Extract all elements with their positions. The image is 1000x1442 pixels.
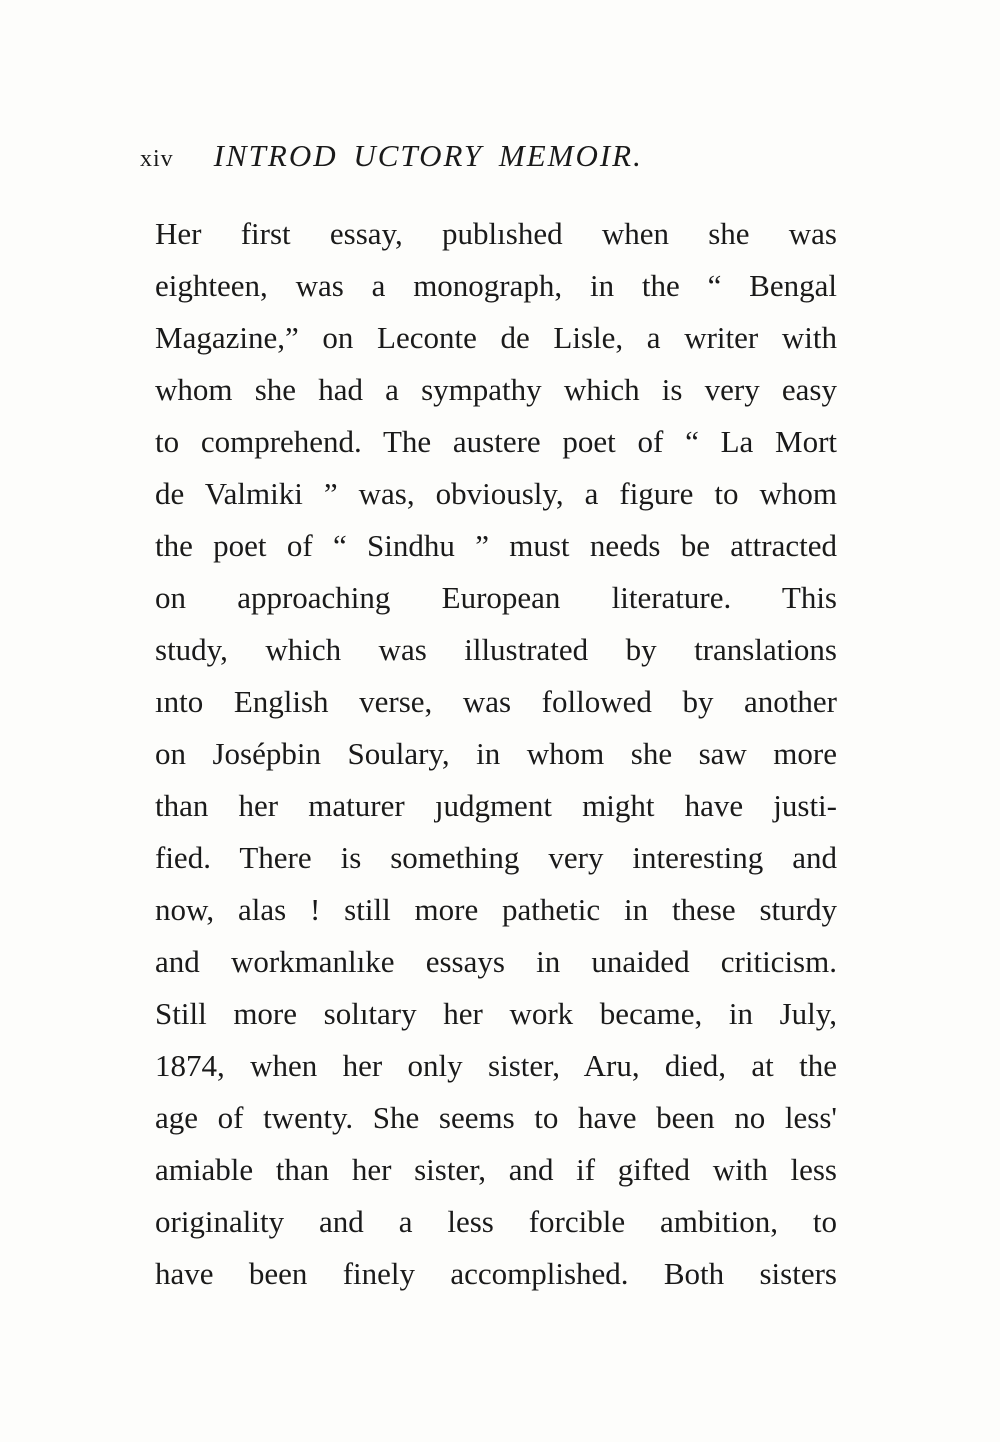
text-line: the poet of “ Sindhu ” must needs be attracted [155, 528, 837, 563]
text-line: de Valmiki ” was, obviously, a figure to whom [155, 476, 837, 511]
text-line: study, which was illustrated by translations [155, 632, 837, 667]
text-line: Her first essay, publıshed when she was [155, 216, 837, 251]
text-line: now, alas ! still more pathetic in these sturdy [155, 892, 837, 927]
running-title: INTROD UCTORY MEMOIR. [213, 138, 643, 173]
text-line: eighteen, was a monograph, in the “ Bengal [155, 268, 837, 303]
text-line: have been finely accomplished. Both sisters [155, 1256, 837, 1291]
text-line: on Josépbin Soulary, in whom she saw more [155, 736, 837, 771]
body-text [155, 208, 837, 1300]
text-line: to comprehend. The austere poet of “ La Mort [155, 424, 837, 459]
text-line: Still more solıtary her work became, in July, [155, 996, 837, 1031]
text-line: on approaching European literature. This [155, 580, 837, 615]
text-line: ınto English verse, was followed by another [155, 684, 837, 719]
text-line: whom she had a sympathy which is very easy [155, 372, 837, 407]
running-head [140, 138, 840, 182]
text-line: and workmanlıke essays in unaided criticism. [155, 944, 837, 979]
text-line: Magazine,” on Leconte de Lisle, a writer with [155, 320, 837, 355]
text-line: than her maturer ȷudgment might have justi- [155, 788, 837, 823]
text-line: amiable than her sister, and if gifted with less [155, 1152, 837, 1187]
text-line: 1874, when her only sister, Aru, died, at the [155, 1048, 837, 1083]
text-line: originality and a less forcible ambition, to [155, 1204, 837, 1239]
page-number: xiv [140, 146, 174, 172]
text-line: age of twenty. She seems to have been no less' [155, 1100, 837, 1135]
text-line: fied. There is something very interesting and [155, 840, 837, 875]
